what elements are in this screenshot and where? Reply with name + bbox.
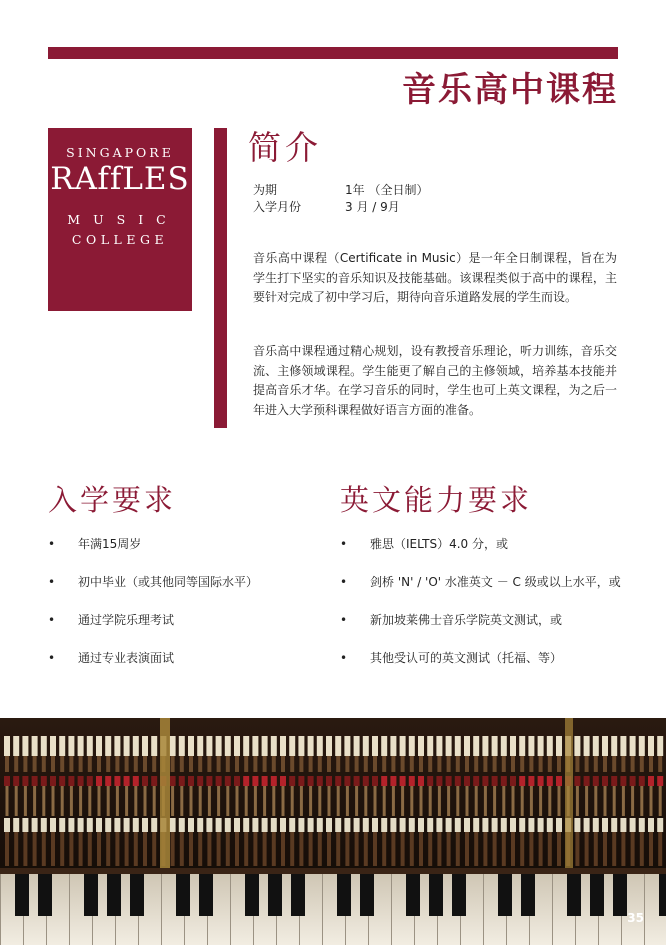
fact-label: 入学月份	[253, 200, 302, 214]
page-title: 音乐高中课程	[402, 70, 618, 110]
logo-line-music: MUSIC	[67, 212, 179, 227]
list-item: • 剑桥 'N' / 'O' 水准英文 － C 级或以上水平，或	[340, 575, 621, 589]
piano-illustration	[0, 718, 666, 945]
college-logo	[48, 128, 192, 311]
piano-photo	[0, 718, 666, 945]
admission-heading: 入学要求	[48, 483, 177, 517]
list-item: • 雅思（IELTS）4.0 分，或	[340, 537, 509, 551]
course-facts	[253, 182, 428, 216]
list-item: • 年满15周岁	[48, 537, 142, 551]
fact-row-intake	[253, 199, 428, 216]
fact-label: 为期	[253, 183, 278, 197]
bullet-icon: •	[340, 575, 348, 589]
logo-line-raffles: RAffLES	[50, 161, 190, 197]
intro-heading: 简介	[248, 128, 322, 167]
bullet-icon: •	[48, 651, 56, 665]
page-number: 35	[627, 911, 644, 925]
list-item: • 新加坡莱佛士音乐学院英文测试，或	[340, 613, 563, 627]
bullet-icon: •	[340, 651, 348, 665]
list-item: • 通过专业表演面试	[48, 651, 175, 665]
english-heading: 英文能力要求	[340, 483, 533, 517]
fact-row-duration	[253, 182, 428, 199]
bullet-icon: •	[340, 537, 348, 551]
fact-value: 1年 （全日制）	[345, 183, 429, 197]
fact-value: 3 月 / 9月	[345, 200, 400, 214]
bullet-icon: •	[48, 575, 56, 589]
intro-paragraph-1: 音乐高中课程（Certificate in Music）是一年全日制课程，旨在为学生打下坚实的音乐知识及技能基础。该课程类似于高中的课程，主要针对完成了初中学习后，期待向音乐道路发展的学生而设。	[253, 251, 617, 304]
admission-list	[48, 536, 328, 688]
bullet-icon: •	[48, 613, 56, 627]
list-item: • 其他受认可的英文测试（托福、等）	[340, 651, 563, 665]
list-item: • 通过学院乐理考试	[48, 613, 175, 627]
intro-paragraph-2: 音乐高中课程通过精心规划，设有教授音乐理论，听力训练，音乐交流、主修领域课程。学生能更了解自己的主修领域，培养基本技能并提高音乐才华。在学习音乐的同时，学生也可上英文课程，为之后一年进入大学预科课程做好语言方面的准备。	[253, 344, 617, 417]
logo-line-college: COLLEGE	[71, 232, 169, 247]
bullet-icon: •	[340, 613, 348, 627]
bullet-icon: •	[48, 537, 56, 551]
logo-line-singapore: SINGAPORE	[66, 145, 174, 160]
list-item: • 初中毕业（或其他同等国际水平）	[48, 575, 259, 589]
vertical-accent-bar	[214, 128, 227, 428]
top-accent-bar	[48, 47, 618, 59]
english-list	[340, 536, 630, 688]
